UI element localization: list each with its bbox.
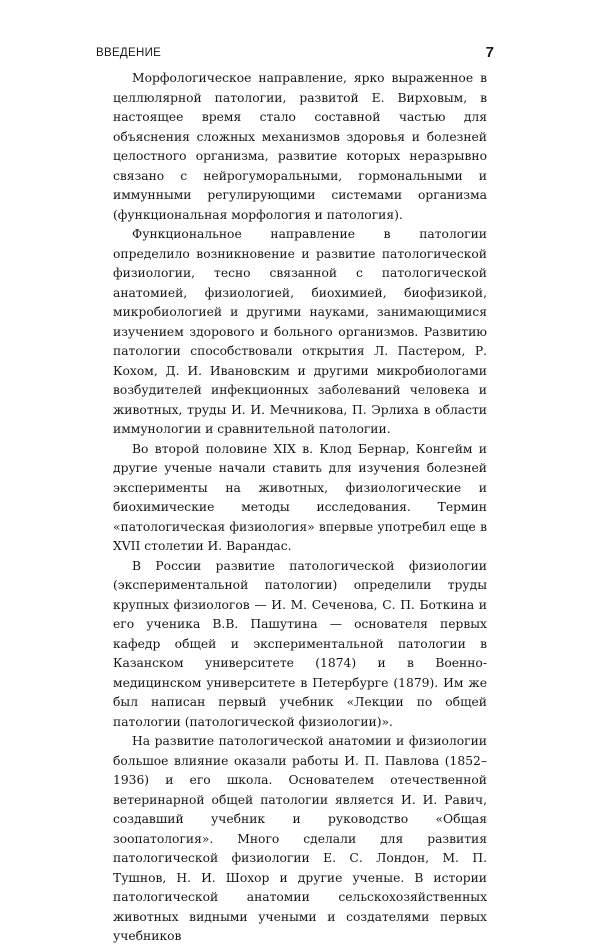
body-text (113, 69, 487, 947)
paragraph-pavlov: На развитие патологической анатомии и физиологии большое влияние оказали работы И. П. Павлова (1852–1936) и его школа. Основателем отечественной ветеринарной общей патологии является И. И. Равич, создавший учебник и руководство «Общая зоопатология». Много сделали для развития патологической физиологии Е. С. Лондон, М. П. Тушнов, Н. И. Шохор и другие ученые. В истории патологической анатомии сельскохозяйственных животных видными учеными и создателями первых учебников (113, 734, 487, 943)
page-number: 7 (485, 44, 494, 61)
paragraph-russia: В России развитие патологической физиологии (экспериментальной патологии) определили труды крупных физиологов — И. М. Сеченова, С. П. Боткина и его ученика В.В. Пашутина — основателя первых кафедр общей и экспериментальной патологии в Казанском университете (1874) и в Военно-медицинском университете в Петербурге (1879). Им же был написан первый учебник «Лекции по общей патологии (патологической физиологии)». (113, 558, 487, 729)
paragraph-19th-century: Во второй половине XIX в. Клод Бернар, Конгейм и другие ученые начали ставить для изучения болезней эксперименты на животных, физиологические и биохимические методы исследования. Термин «патологическая физиология» впервые употребил еще в XVII столетии И. Варандас. (113, 441, 487, 553)
paragraph-functional: Функциональное направление в патологии определило возникновение и развитие патологической физиологии, тесно связанной с патологической анатомией, физиологией, биохимией, биофизикой, микробиологией и другими науками, занимающимися изучением здорового и больного организмов. Развитию патологии способствовали открытия Л. Пастером, Р. Кохом, Д. И. Ивановским и другими микробиологами возбудителей инфекционных заболеваний человека и животных, труды И. И. Мечникова, П. Эрлиха в области иммунологии и сравнительной патологии. (113, 227, 487, 436)
paragraph-morphology: Морфологическое направление, ярко выраженное в целлюлярной патологии, развитой Е. Вирховым, в настоящее время стало составной частью для объяснения сложных механизмов здоровья и болезней целостного организма, развитие которых неразрывно связано с нейрогуморальными, гормональными и иммунными регулирующими системами организма (функциональная морфология и патология). (113, 71, 487, 222)
page-header (96, 44, 494, 64)
running-head: ВВЕДЕНИЕ (96, 47, 162, 59)
